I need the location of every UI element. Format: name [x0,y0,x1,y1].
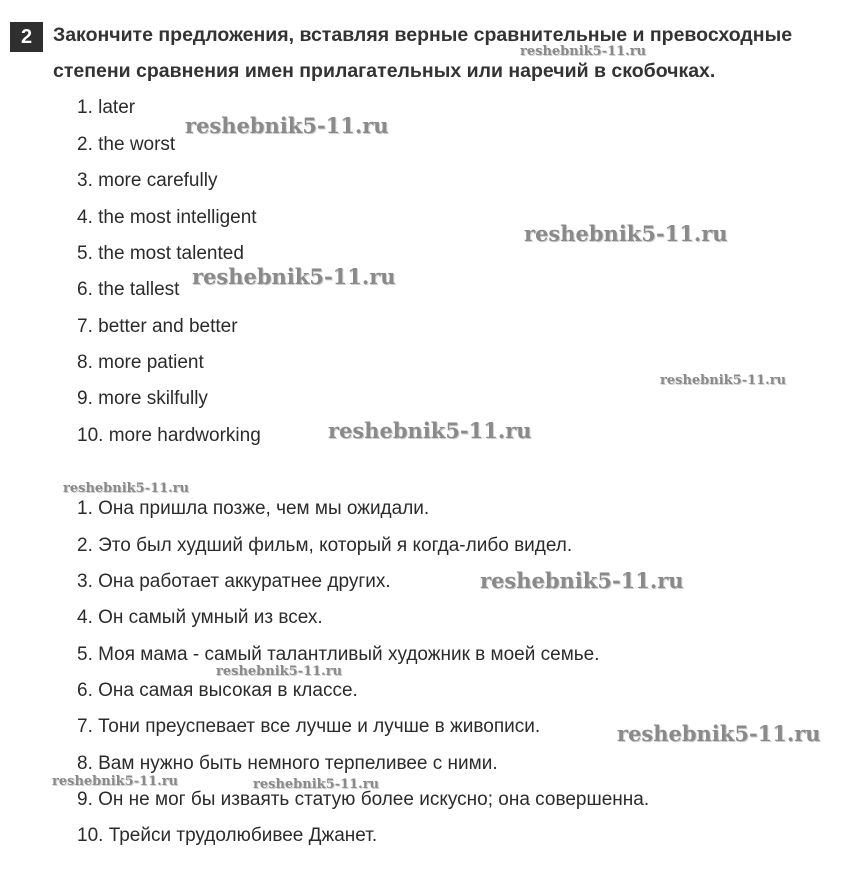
watermark: reshebnik5-11.ru [328,418,532,443]
watermark: reshebnik5-11.ru [520,44,647,59]
translation-item: 10. Трейси трудолюбивее Джанет. [77,825,378,846]
translation-item: 1. Она пришла позже, чем мы ожидали. [77,498,430,519]
translation-item: 8. Вам нужно быть немного терпеливее с ними. [77,753,498,774]
watermark: reshebnik5-11.ru [192,264,396,289]
watermark: reshebnik5-11.ru [185,113,389,138]
watermark: reshebnik5-11.ru [216,664,343,679]
translation-item: 6. Она самая высокая в классе. [77,680,358,701]
exercise-number-badge: 2 [10,22,43,52]
answer-item: 9. more skilfully [77,388,208,409]
answer-item: 7. better and better [77,316,238,337]
answer-item: 5. the most talented [77,243,244,264]
answer-item: 2. the worst [77,134,176,155]
answer-item: 1. later [77,97,136,118]
answer-item: 8. more patient [77,352,204,373]
translation-item: 5. Моя мама - самый талантливый художник в моей семье. [77,644,600,665]
watermark: reshebnik5-11.ru [617,721,821,746]
watermark: reshebnik5-11.ru [52,774,179,789]
watermark: reshebnik5-11.ru [253,777,380,792]
answer-item: 3. more carefully [77,170,218,191]
answer-item: 6. the tallest [77,279,180,300]
translation-item: 7. Тони преуспевает все лучше и лучше в живописи. [77,716,541,737]
translation-item: 9. Он не мог бы изваять статую более искусно; она совершенна. [77,789,650,810]
watermark: reshebnik5-11.ru [524,221,728,246]
watermark: reshebnik5-11.ru [480,568,684,593]
answer-item: 10. more hardworking [77,425,261,446]
translation-item: 3. Она работает аккуратнее других. [77,571,391,592]
translation-item: 2. Это был худший фильм, который я когда-либо видел. [77,535,573,556]
translation-item: 4. Он самый умный из всех. [77,607,323,628]
exercise-title-line-1: Закончите предложения, вставляя верные сравнительные и превосходные [53,24,793,46]
watermark: reshebnik5-11.ru [660,373,787,388]
exercise-title-line-2: степени сравнения имен прилагательных или наречий в скобочках. [53,60,716,82]
watermark: reshebnik5-11.ru [63,481,190,496]
answer-item: 4. the most intelligent [77,207,257,228]
